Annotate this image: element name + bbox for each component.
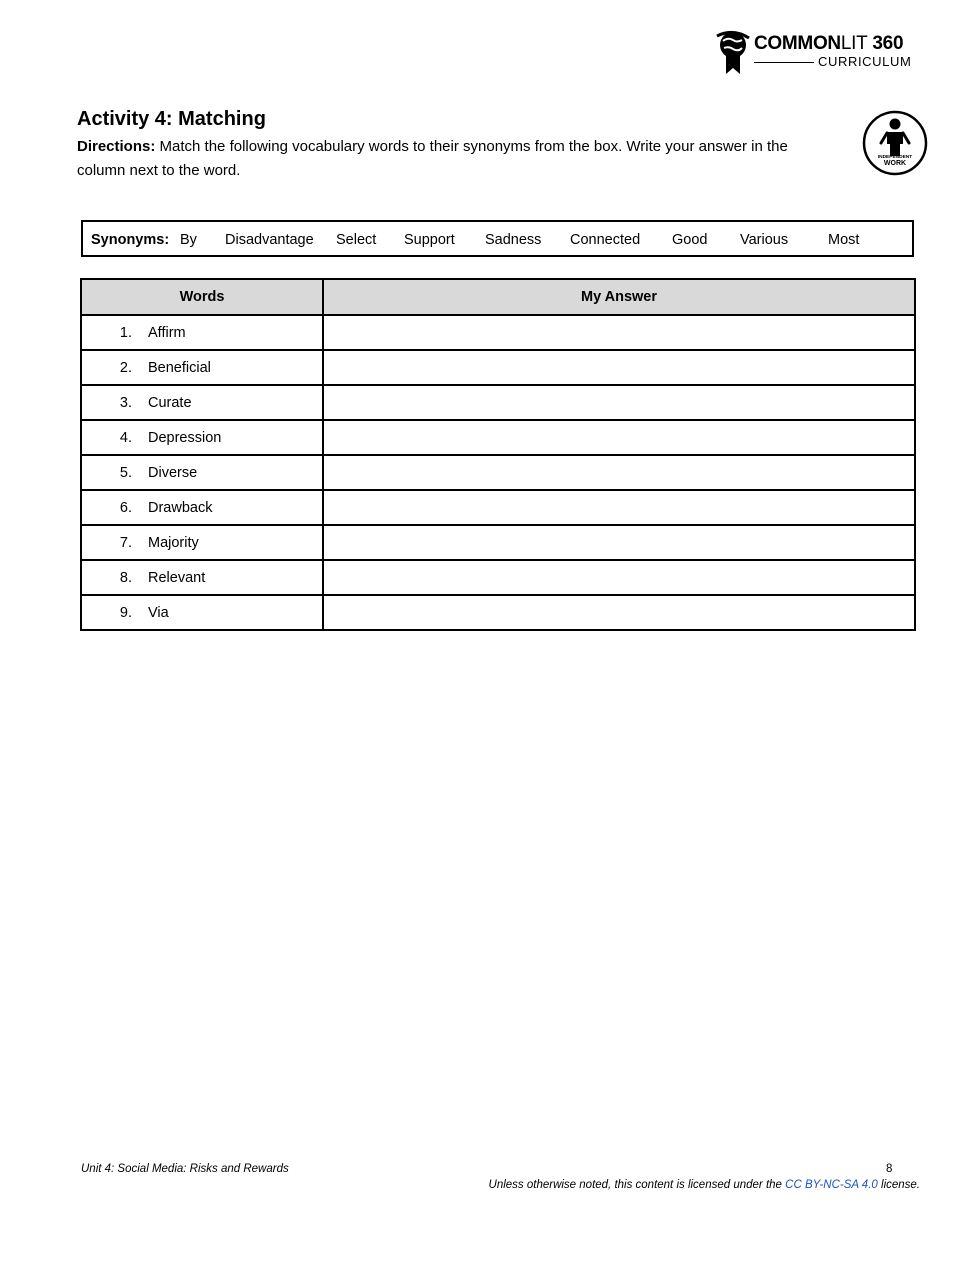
row-number: 5. <box>119 464 132 481</box>
vocab-word: Affirm <box>148 324 186 341</box>
logo-divider <box>754 62 814 63</box>
commonlit-logo <box>714 28 924 78</box>
table-row <box>81 420 915 455</box>
vocab-word: Majority <box>148 534 199 551</box>
logo-subtitle: CURRICULUM <box>818 54 912 69</box>
header-my-answer: My Answer <box>323 279 915 315</box>
license-suffix: license. <box>877 1179 920 1191</box>
vocab-word: Diverse <box>148 464 198 481</box>
row-number: 2. <box>119 359 132 376</box>
table-row <box>81 560 915 595</box>
synonyms-box <box>81 220 914 257</box>
directions <box>77 135 837 183</box>
badge-line1: INDEPENDENT <box>877 155 913 160</box>
activity-title: Activity 4: Matching <box>77 108 266 130</box>
license-link[interactable]: CC BY-NC-SA 4.0 <box>785 1179 878 1191</box>
table-row <box>81 350 915 385</box>
table-row <box>81 525 915 560</box>
footer-unit: Unit 4: Social Media: Risks and Rewards <box>81 1163 289 1175</box>
synonym-item: Good <box>672 232 708 248</box>
directions-label: Directions: <box>77 138 156 155</box>
table-row <box>81 385 915 420</box>
synonym-item: By <box>180 232 197 248</box>
commonlit-globe-ribbon-icon <box>714 28 752 76</box>
vocab-word: Depression <box>148 429 222 446</box>
license-prefix: Unless otherwise noted, this content is licensed under the <box>488 1179 786 1191</box>
answer-cell[interactable] <box>323 490 915 525</box>
logo-brand: COMMONLIT 360 <box>754 33 904 54</box>
word-cell <box>81 455 323 490</box>
word-cell <box>81 315 323 350</box>
vocab-word: Curate <box>148 394 192 411</box>
badge-line2: WORK <box>883 160 907 167</box>
table-row <box>81 315 915 350</box>
row-number: 8. <box>119 569 132 586</box>
footer-license <box>489 1178 920 1192</box>
answer-cell[interactable] <box>323 595 915 630</box>
word-cell <box>81 525 323 560</box>
word-cell <box>81 420 323 455</box>
row-number: 6. <box>119 499 132 516</box>
synonym-item: Sadness <box>485 232 542 248</box>
vocabulary-table <box>80 278 916 631</box>
table-row <box>81 455 915 490</box>
page-number: 8 <box>886 1163 893 1175</box>
word-cell <box>81 595 323 630</box>
synonym-item: Various <box>740 232 789 248</box>
synonyms-label: Synonyms: <box>91 232 170 248</box>
answer-cell[interactable] <box>323 525 915 560</box>
table-header-row <box>81 279 915 315</box>
table-row <box>81 490 915 525</box>
vocab-word: Via <box>148 604 169 621</box>
synonym-item: Support <box>404 232 455 248</box>
header-words: Words <box>81 279 323 315</box>
word-cell <box>81 385 323 420</box>
answer-cell[interactable] <box>323 385 915 420</box>
vocab-word: Drawback <box>148 499 213 516</box>
synonym-item: Disadvantage <box>225 232 314 248</box>
synonym-item: Most <box>828 232 860 248</box>
row-number: 9. <box>119 604 132 621</box>
word-cell <box>81 490 323 525</box>
vocab-word: Relevant <box>148 569 206 586</box>
word-cell <box>81 560 323 595</box>
directions-text: Match the following vocabulary words to their synonyms from the box. Write your answer in the column next to the word. <box>77 138 788 179</box>
synonym-item: Select <box>336 232 377 248</box>
table-row <box>81 595 915 630</box>
answer-cell[interactable] <box>323 455 915 490</box>
row-number: 1. <box>119 324 132 341</box>
synonym-item: Connected <box>570 232 641 248</box>
answer-cell[interactable] <box>323 315 915 350</box>
answer-cell[interactable] <box>323 560 915 595</box>
word-cell <box>81 350 323 385</box>
answer-cell[interactable] <box>323 420 915 455</box>
independent-work-badge <box>862 110 928 176</box>
answer-cell[interactable] <box>323 350 915 385</box>
row-number: 7. <box>119 534 132 551</box>
row-number: 4. <box>119 429 132 446</box>
vocab-word: Beneficial <box>148 359 211 376</box>
row-number: 3. <box>119 394 132 411</box>
